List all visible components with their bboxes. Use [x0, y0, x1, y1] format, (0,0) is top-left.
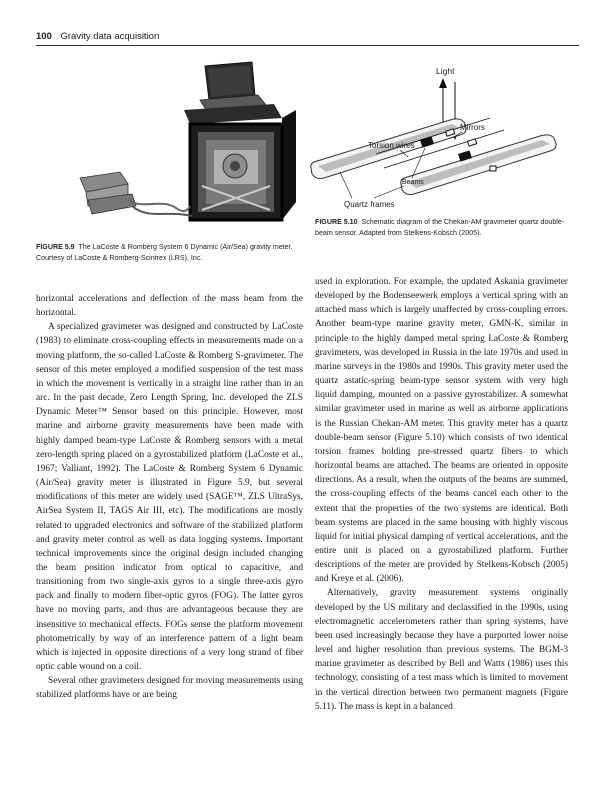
right-column [315, 275, 568, 714]
running-title: Gravity data acquisition [60, 31, 160, 42]
light-label: Light [436, 66, 455, 76]
figure-5-9-caption [36, 242, 306, 263]
figure-5-10-label: FIGURE 5.10 [315, 218, 358, 226]
figure-5-10-caption-text: Schematic diagram of the Chekan-AM gravimeter quartz double-beam sensor. Adapted from Stelkens-Kobsch (2005). [315, 218, 565, 237]
quartz-frames-label: Quartz frames [344, 200, 395, 209]
paragraph: Several other gravimeters designed for moving measurements using stabilized platforms have or are being [36, 676, 303, 701]
mirrors-label: Mirrors [460, 123, 485, 132]
figure-5-9-label: FIGURE 5.9 [36, 243, 75, 251]
figure-5-10-caption [315, 217, 565, 238]
torsion-wires-label: Torsion wires [368, 141, 415, 150]
paragraph: A specialized gravimeter was designed and constructed by LaCoste (1983) to eliminate cross-coupling effects in measurements made on a moving platform, the so-called LaCoste & Romberg S-gravimeter. The sensor of this meter employed a modified suspension of the test mass in which the movement is vertically in a straight line rather than in an arc. In the past decade, Zero Length Spring, Inc. developed the ZLS Dynamic Meter™ Sensor based on this principle. However, most marine and airborne gravity measurements have been made with highly damped beam-type LaCoste & Romberg sensors with a metal zero-length spring placed on a gyrostabilized platform (LaCoste et al., 1967; Valliant, 1992). The LaCoste & Romberg System 6 Dynamic (Air/Sea) gravity meter is illustrated in Figure 5.9, but several modifications of this meter are widely used (SAGE™, ZLS UltraSys, AirSea System II, TAGS Air III, etc). The modifications are mostly related to upgraded electronics and software of the stabilized platform and gravity meter control as well as data logging systems. Important technical improvements since the original design included changing the beam position indicator from optical to capacitive, and transitioning from two single-axis gyros to a single three-axis gyro pack and finally to modern fiber-optic gyros (FOG). The latter gyros have no moving parts, and thus are advantageous because they are insensitive to mechanical effects. FOGs sense the platform movement photometrically by way of an interference pattern of a light beam which is injected in opposite directions of a very long strand of fiber optic cable wound on a coil. [36, 322, 303, 673]
left-column [36, 292, 303, 703]
page-number: 100 [36, 31, 52, 42]
paragraph: horizontal accelerations and deflection of the mass beam from the horizontal. [36, 294, 303, 319]
figure-5-9-caption-text: The LaCoste & Romberg System 6 Dynamic (Air/Sea) gravity meter. Courtesy of LaCoste & Romberg-Scintrex (LRS), Inc. [36, 243, 293, 262]
gravity-meter-photo [72, 60, 304, 232]
chekan-sensor-diagram [300, 60, 570, 210]
running-header [36, 31, 579, 46]
beams-label: Beams [402, 179, 424, 186]
paragraph: Alternatively, gravity measurement systems originally developed by the US military and declassified in the 1990s, using electromagnetic accelerometers rather than spring systems, have been used increasingly because they have a purported lower noise level and higher resolution than previous systems. The BGM-3 marine gravimeter as described by Bell and Watts (1986) uses this technology, consisting of a test mass which is limited to movement in the vertical direction between two permanent magnets (Figure 5.11). The mass is kept in a balanced [315, 588, 568, 712]
paragraph: used in exploration. For example, the updated Askania gravimeter developed by the Bodenseewerk employs a vertical spring with an attached mass which is largely unaffected by cross-coupling errors. Another beam-type marine gravity meter, GMN-K, similar in principle to the highly damped metal spring LaCoste & Romberg gravimeters, was developed in Russia in the late 1970s and used in marine surveys in the 1980s and 1990s. This gravity meter used the quartz astatic-spring beam-type sensor system with very high liquid damping, mounted on a passive gyrostabilizer. A somewhat similar gravimeter used in marine as well as airborne applications is the Russian Chekan-AM meter. This gravity meter has a quartz double-beam sensor (Figure 5.10) which consists of two identical torsion frames holding pre-stressed quartz fibers to which horizontal beams are attached. The beams are oriented in opposite directions. As a result, when the outputs of the beams are summed, the cross-coupling effects of the beams cancel each other to the extent that the properties of the two systems are identical. Both beam systems are placed in the same housing with highly viscous liquid for initial physical damping of vertical accelerations, and the entire unit is placed on a gyrostabilized platform. Further descriptions of the meter are provided by Stelkens-Kobsch (2005) and Kreye et al. (2006). [315, 277, 568, 585]
